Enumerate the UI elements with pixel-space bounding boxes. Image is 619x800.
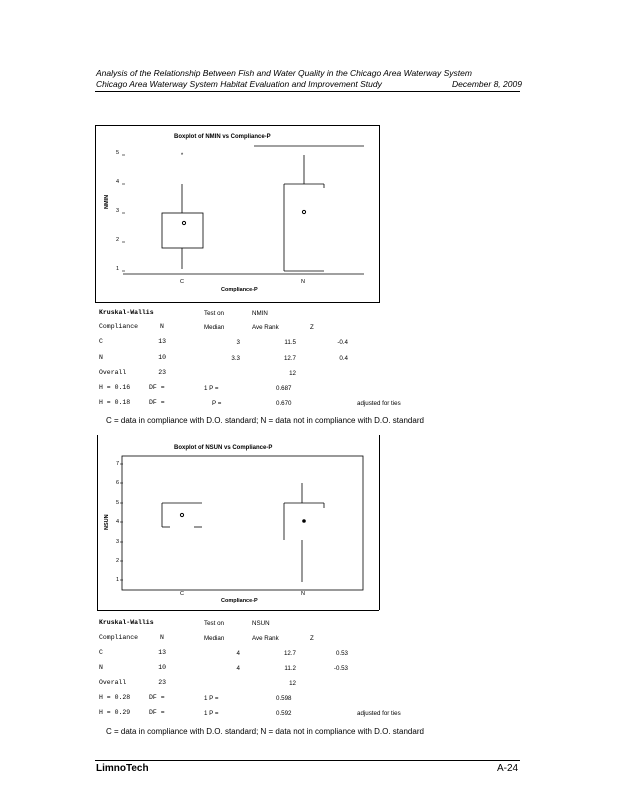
table-1-row-n-n: 10 — [158, 354, 166, 361]
boxplot-2-mean-n — [302, 519, 306, 523]
table-2-header-median: Median — [204, 635, 225, 642]
boxplot-1-mean-n — [302, 210, 305, 213]
footer-rule — [95, 760, 520, 761]
table-1-h1-p: 1 P = — [204, 385, 219, 392]
boxplot-2-xtick-c: C — [180, 591, 184, 597]
boxplot-1-xtick-n: N — [301, 279, 305, 285]
boxplot-1-ytick-4: 4 — [116, 179, 120, 185]
caption-1: C = data in compliance with D.O. standard; N = data not in compliance with D.O. standard — [106, 416, 424, 425]
table-1-h2-note: adjusted for ties — [357, 400, 401, 407]
header-line-1: Analysis of the Relationship Between Fish and Water Quality in the Chicago Area Waterway System — [96, 68, 472, 78]
table-2-row-c-avgrank: 12.7 — [283, 650, 296, 657]
table-1-h2-df: DF = — [149, 399, 165, 406]
table-1-row-overall-avgrank: 12 — [289, 370, 296, 377]
boxplot-1-ytick-2: 2 — [116, 237, 120, 243]
boxplot-1-xtick-c: C — [180, 279, 184, 285]
table-1-h1-df: DF = — [149, 384, 165, 391]
table-2-h2-note: adjusted for ties — [357, 710, 401, 717]
table-2-h2-df: DF = — [149, 709, 165, 716]
table-1-header-avgrank: Ave Rank — [252, 324, 279, 331]
table-1-row-n-z: 0.4 — [339, 355, 348, 362]
table-1-row-c-label: C — [99, 338, 103, 345]
table-2-header-avgrank: Ave Rank — [252, 635, 279, 642]
boxplot-1-title: Boxplot of NMIN vs Compliance-P — [174, 134, 271, 140]
table-2-variable: NSUN — [252, 620, 270, 627]
table-2-row-c-n: 13 — [158, 649, 166, 656]
table-1-h1-lead: H = 0.16 — [99, 384, 131, 391]
table-1-row-c-avgrank: 11.5 — [284, 339, 296, 346]
boxplot-2-mean-c — [180, 513, 183, 516]
boxplot-2-bottom-rule — [97, 610, 379, 611]
table-2-h1-lead: H = 0.28 — [99, 694, 131, 701]
table-1-row-overall-label: Overall — [99, 369, 127, 376]
boxplot-2-ytick-7: 7 — [116, 461, 120, 467]
table-2-row-c-label: C — [99, 649, 103, 656]
header-date: December 8, 2009 — [452, 79, 522, 89]
boxplot-2-ytick-5: 5 — [116, 500, 120, 506]
table-1-header-n: N — [160, 323, 164, 330]
table-2-header-compliance: Compliance — [99, 634, 139, 641]
boxplot-2-ytick-3: 3 — [116, 539, 120, 545]
boxplot-2-xtick-n: N — [301, 591, 305, 597]
table-1-row-n-median: 3.3 — [231, 355, 240, 362]
table-2-header-z: Z — [310, 635, 314, 642]
table-1-variable: NMIN — [252, 310, 268, 317]
table-2-h1-df: DF = — [149, 694, 165, 701]
table-2-row-n-label: N — [99, 664, 103, 671]
boxplot-2-ytick-6: 6 — [116, 480, 120, 486]
table-1-h2-p: P = — [212, 400, 222, 407]
footer-brand: LimnoTech — [96, 763, 149, 774]
table-2-row-overall-avgrank: 12 — [289, 680, 296, 687]
table-2-h2-pval: 0.592 — [276, 710, 292, 717]
table-1-h2-lead: H = 0.18 — [99, 399, 131, 406]
boxplot-1-xlabel: Compliance-P — [221, 287, 258, 293]
boxplot-2-ytick-2: 2 — [116, 558, 120, 564]
table-2-row-c-median: 4 — [236, 650, 240, 657]
boxplot-1-ylabel: NMIN — [104, 194, 110, 209]
table-2-test-name: Kruskal-Wallis — [99, 619, 154, 626]
table-2-row-n-avgrank: 11.2 — [284, 665, 296, 672]
table-1-h1-pval: 0.687 — [276, 385, 292, 392]
table-1-row-n-avgrank: 12.7 — [283, 355, 296, 362]
table-2-header-n: N — [160, 634, 164, 641]
table-2-row-c-z: 0.53 — [335, 650, 348, 657]
boxplot-2-box-n — [284, 483, 324, 582]
table-2-h2-p: 1 P = — [204, 710, 219, 717]
table-1-row-c-n: 13 — [158, 338, 166, 345]
boxplot-1-box-n — [284, 155, 324, 271]
table-2-h1-p: 1 P = — [204, 695, 219, 702]
table-2-row-n-median: 4 — [236, 665, 240, 672]
table-1-test-name: Kruskal-Wallis — [99, 309, 154, 316]
table-1-row-overall-n: 23 — [158, 369, 166, 376]
table-1-row-c-median: 3 — [236, 339, 240, 346]
boxplot-1-ytick-1: 1 — [116, 266, 120, 272]
table-1-header-z: Z — [310, 324, 314, 331]
boxplot-1-canvas — [96, 126, 378, 300]
boxplot-2-title: Boxplot of NSUN vs Compliance-P — [174, 445, 273, 451]
table-2-row-overall-label: Overall — [99, 679, 127, 686]
header-rule — [95, 91, 520, 92]
boxplot-1-box-c — [162, 184, 203, 269]
table-2-h1-pval: 0.598 — [276, 695, 292, 702]
boxplot-2-ylabel: NSUN — [104, 514, 110, 530]
boxplot-2-canvas — [98, 436, 378, 608]
table-1-header-compliance: Compliance — [99, 323, 139, 330]
boxplot-2-box-c — [162, 503, 202, 527]
table-1-h2-pval: 0.670 — [276, 400, 292, 407]
boxplot-2-plot-area — [122, 456, 363, 590]
boxplot-1-ytick-3: 3 — [116, 208, 120, 214]
table-2-test-on-label: Test on — [204, 620, 224, 627]
boxplot-2-xlabel: Compliance-P — [221, 598, 258, 604]
table-2-row-n-z: -0.53 — [333, 665, 348, 672]
table-2-row-n-n: 10 — [158, 664, 166, 671]
boxplot-1-mean-c — [182, 221, 185, 224]
table-1-header-median: Median — [204, 324, 225, 331]
boxplot-1-ytick-5: 5 — [116, 150, 120, 156]
boxplot-2-ytick-4: 4 — [116, 519, 120, 525]
table-2-row-overall-n: 23 — [158, 679, 166, 686]
table-1-test-on-label: Test on — [204, 310, 224, 317]
caption-2: C = data in compliance with D.O. standard; N = data not in compliance with D.O. standard — [106, 727, 424, 736]
boxplot-1-outlier-c: * — [180, 153, 184, 159]
table-2-h2-lead: H = 0.29 — [99, 709, 131, 716]
table-1-row-n-label: N — [99, 354, 103, 361]
footer-page-number: A-24 — [497, 763, 519, 774]
boxplot-2-ytick-1: 1 — [116, 577, 120, 583]
header-line-2: Chicago Area Waterway System Habitat Evaluation and Improvement Study — [96, 79, 382, 89]
table-1-row-c-z: -0.4 — [337, 339, 348, 346]
